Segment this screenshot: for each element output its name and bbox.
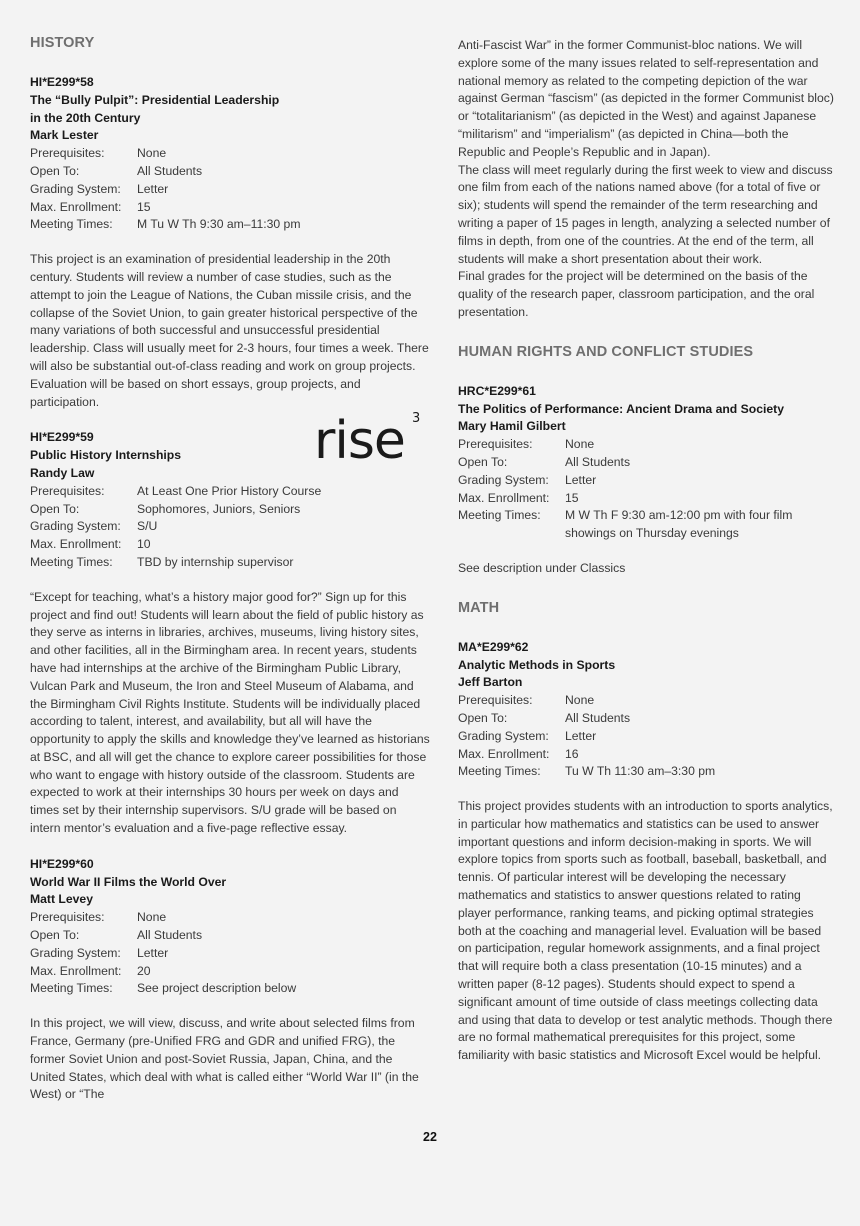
meta-row bbox=[458, 436, 834, 454]
meta-row bbox=[30, 216, 430, 234]
course-title: Analytic Methods in Sports bbox=[458, 657, 616, 672]
meta-value: S/U bbox=[137, 519, 158, 534]
meta-value: All Students bbox=[565, 710, 631, 725]
meta-value: Letter bbox=[565, 728, 597, 743]
course-description bbox=[458, 560, 834, 578]
course-code: MA*E299*62 bbox=[458, 639, 529, 654]
course-meta bbox=[30, 145, 430, 234]
course-hi-60 bbox=[30, 856, 430, 1104]
rise3-logo bbox=[314, 408, 422, 464]
meta-label: Meeting Times: bbox=[30, 554, 113, 569]
meta-row bbox=[30, 163, 430, 181]
continued-paragraph: Final grades for the project will be determined on the basis of the quality of the research paper, classroom participation, and the oral presentation. bbox=[458, 269, 815, 319]
meta-value: TBD by internship supervisor bbox=[137, 554, 294, 569]
meta-label: Meeting Times: bbox=[458, 508, 541, 523]
course-description bbox=[30, 1015, 430, 1104]
course-meta bbox=[458, 436, 834, 543]
course-code: HRC*E299*61 bbox=[458, 383, 536, 398]
meta-row bbox=[30, 501, 430, 519]
course-code: HI*E299*60 bbox=[30, 856, 94, 871]
course-code: HI*E299*58 bbox=[30, 75, 94, 89]
meta-value: At Least One Prior History Course bbox=[137, 483, 322, 498]
meta-label: Prerequisites: bbox=[458, 437, 533, 452]
section-title-human-rights: HUMAN RIGHTS AND CONFLICT STUDIES bbox=[458, 343, 754, 360]
meta-row bbox=[458, 472, 834, 490]
course-instructor: Mark Lester bbox=[30, 128, 99, 143]
meta-label: Open To: bbox=[458, 454, 508, 469]
meta-label: Max. Enrollment: bbox=[458, 746, 550, 761]
meta-row bbox=[30, 518, 430, 536]
continued-description bbox=[458, 37, 834, 322]
meta-row bbox=[458, 490, 834, 508]
meta-value: All Students bbox=[565, 454, 631, 469]
description-text: “Except for teaching, what’s a history major good for?” Sign up for this project and find out! Students will learn about the field of public history as they serve as interns in libraries, archives, museums, living history sites, and other facilities, all in the Birmingham area. In recent years, students have had internships at the archive of the Birmingham Public Library, Vulcan Park and Museum, the Iron and Steel Museum of Alabama, and the Birmingham Civil Rights Institute. Students will be individually placed according to talent, interest, and availability, but all will have the opportunity to apply the skills and knowledge they’ve learned as historians at BSC, and all will get the chance to explore career possibilities for those who want to engage with history outside of the classroom. Students are expected to work at their internships 30 hours per week on days and times set by their internship supervisors. S/U grade will be based on intern mentor’s evaluation and a five-page reflective essay. bbox=[30, 589, 430, 836]
course-code: HI*E299*59 bbox=[30, 430, 94, 445]
meta-value: None bbox=[137, 146, 167, 161]
meta-label: Open To: bbox=[30, 501, 80, 516]
meta-row bbox=[458, 454, 834, 472]
meta-label: Grading System: bbox=[458, 472, 549, 487]
section-title-math: MATH bbox=[458, 599, 500, 616]
meta-label: Prerequisites: bbox=[30, 483, 105, 498]
meta-row bbox=[30, 483, 430, 501]
course-description bbox=[458, 798, 834, 1065]
course-title: The “Bully Pulpit”: Presidential Leadership in the 20th Century bbox=[30, 92, 280, 125]
meta-value: M W Th F 9:30 am-12:00 pm with four film showings on Thursday evenings bbox=[565, 508, 793, 541]
meta-row bbox=[458, 746, 834, 764]
meta-label: Open To: bbox=[458, 710, 508, 725]
meta-value: 20 bbox=[137, 963, 151, 978]
meta-value: All Students bbox=[137, 163, 203, 178]
left-column bbox=[30, 34, 430, 1122]
course-description bbox=[30, 589, 430, 838]
course-instructor: Jeff Barton bbox=[458, 675, 523, 690]
meta-label: Grading System: bbox=[458, 728, 549, 743]
description-text: In this project, we will view, discuss, and write about selected films from France, Germany (pre-Unified FRG and GDR and unified FRG), the former Soviet Union and post-Soviet Russia, Japan, China, and the United States, which deal with what is called either “World War II” (in the West) or “The bbox=[30, 1016, 419, 1102]
meta-value: All Students bbox=[137, 928, 203, 943]
meta-value: 15 bbox=[565, 490, 579, 505]
meta-label: Open To: bbox=[30, 928, 80, 943]
meta-label: Grading System: bbox=[30, 181, 121, 196]
course-meta bbox=[30, 483, 430, 572]
meta-row bbox=[30, 927, 430, 945]
meta-label: Grading System: bbox=[30, 945, 121, 960]
meta-label: Open To: bbox=[30, 163, 80, 178]
right-column bbox=[458, 37, 834, 1083]
meta-value: Letter bbox=[137, 181, 169, 196]
course-ma-62 bbox=[458, 639, 834, 1065]
meta-value: M Tu W Th 9:30 am–11:30 pm bbox=[137, 217, 301, 232]
meta-row bbox=[458, 710, 834, 728]
meta-row bbox=[30, 554, 430, 572]
meta-label: Meeting Times: bbox=[30, 217, 113, 232]
course-instructor: Matt Levey bbox=[30, 892, 93, 907]
section-title-history: HISTORY bbox=[30, 35, 95, 51]
course-hi-59 bbox=[30, 429, 430, 838]
meta-row bbox=[30, 980, 430, 998]
logo-text: rise bbox=[314, 411, 405, 464]
meta-row bbox=[458, 692, 834, 710]
meta-label: Max. Enrollment: bbox=[458, 490, 550, 505]
meta-value: 15 bbox=[137, 199, 151, 214]
meta-row bbox=[30, 909, 430, 927]
meta-value: Sophomores, Juniors, Seniors bbox=[137, 501, 301, 516]
course-title: The Politics of Performance: Ancient Drama and Society bbox=[458, 401, 784, 416]
course-title: Public History Internships bbox=[30, 448, 182, 463]
meta-label: Meeting Times: bbox=[458, 764, 541, 779]
meta-row bbox=[30, 199, 430, 217]
course-description bbox=[30, 251, 430, 411]
meta-label: Meeting Times: bbox=[30, 981, 113, 996]
logo-superscript: 3 bbox=[412, 411, 421, 426]
description-text: This project provides students with an introduction to sports analytics, in particular how mathematics and statistics can be used to answer important questions and inform decision-making in sports. We will explore topics from sports such as football, baseball, basketball, and tennis. Of particular interest will be developing the necessary mathematics and statistics to answer questions related to rating player performance, ranking teams, and picking optimal strategies both at the coaching and managerial level. Evaluation will be based on participation, regular homework assignments, and a final project that will require both a class presentation (10-15 minutes) and a written paper (8-12 pages). Students should expect to spend a significant amount of time outside of class meetings collecting data and using that data to develop or test analytic methods. Though there are no formal mathematical prerequisites for this project, some familiarity with basic statistics and Microsoft Excel would be helpful. bbox=[458, 799, 833, 1063]
meta-label: Prerequisites: bbox=[30, 910, 105, 925]
meta-label: Max. Enrollment: bbox=[30, 963, 122, 978]
meta-value: Letter bbox=[565, 472, 597, 487]
meta-value: None bbox=[565, 437, 595, 452]
course-hrc-61 bbox=[458, 383, 834, 578]
meta-value: None bbox=[137, 910, 167, 925]
meta-row bbox=[30, 945, 430, 963]
meta-row bbox=[458, 728, 834, 746]
meta-row bbox=[30, 963, 430, 981]
page-number: 22 bbox=[423, 1130, 437, 1144]
meta-value: 10 bbox=[137, 537, 151, 552]
meta-row bbox=[30, 536, 430, 554]
meta-value: Letter bbox=[137, 945, 169, 960]
course-instructor: Randy Law bbox=[30, 465, 95, 480]
meta-value: 16 bbox=[565, 746, 579, 761]
continued-paragraph: The class will meet regularly during the first week to view and discuss one film from each of the nations named above (for a total of five or six); students will spend the remainder of the term researching and writing a paper of 15 pages in length, analyzing a selected number of films in depth, from one of the countries. At the end of the term, all students will make a short presentation about their work. bbox=[458, 162, 833, 266]
course-meta bbox=[458, 692, 834, 781]
meta-label: Max. Enrollment: bbox=[30, 537, 122, 552]
meta-row bbox=[30, 145, 430, 163]
description-text: This project is an examination of presidential leadership in the 20th century. Students will review a number of case studies, such as the attempt to join the League of Nations, the Cuban missile crisis, and the collapse of the Soviet Union, to gain greater historical perspective of the many variations of both successful and unsuccessful presidential leadership. Class will usually meet for 2-3 hours, four times a week. There will also be substantial out-of-class reading and work on group projects. Evaluation will be based on short essays, group projects, and participation. bbox=[30, 252, 429, 409]
meta-label: Grading System: bbox=[30, 519, 121, 534]
meta-label: Prerequisites: bbox=[30, 146, 105, 161]
meta-row bbox=[458, 507, 834, 543]
meta-row bbox=[30, 181, 430, 199]
course-hi-58 bbox=[30, 74, 430, 411]
meta-value: Tu W Th 11:30 am–3:30 pm bbox=[565, 764, 716, 779]
meta-label: Max. Enrollment: bbox=[30, 199, 122, 214]
meta-label: Prerequisites: bbox=[458, 693, 533, 708]
description-text: See description under Classics bbox=[458, 560, 626, 575]
meta-value: None bbox=[565, 693, 595, 708]
meta-value: See project description below bbox=[137, 981, 297, 996]
course-title: World War II Films the World Over bbox=[30, 874, 227, 889]
course-instructor: Mary Hamil Gilbert bbox=[458, 419, 566, 434]
continued-paragraph: Anti-Fascist War” in the former Communist-bloc nations. We will explore some of the many issues related to self-representation and national memory as related to the competing depiction of the war against German “fascism” (as depicted in the former Communist bloc) or “totalitarianism” (as depicted in the West) and against Japanese “militarism” and “imperialism” (as depicted in China—both the Republic and People’s Republic and in Japan). bbox=[458, 38, 834, 159]
meta-row bbox=[458, 763, 834, 781]
course-meta bbox=[30, 909, 430, 998]
